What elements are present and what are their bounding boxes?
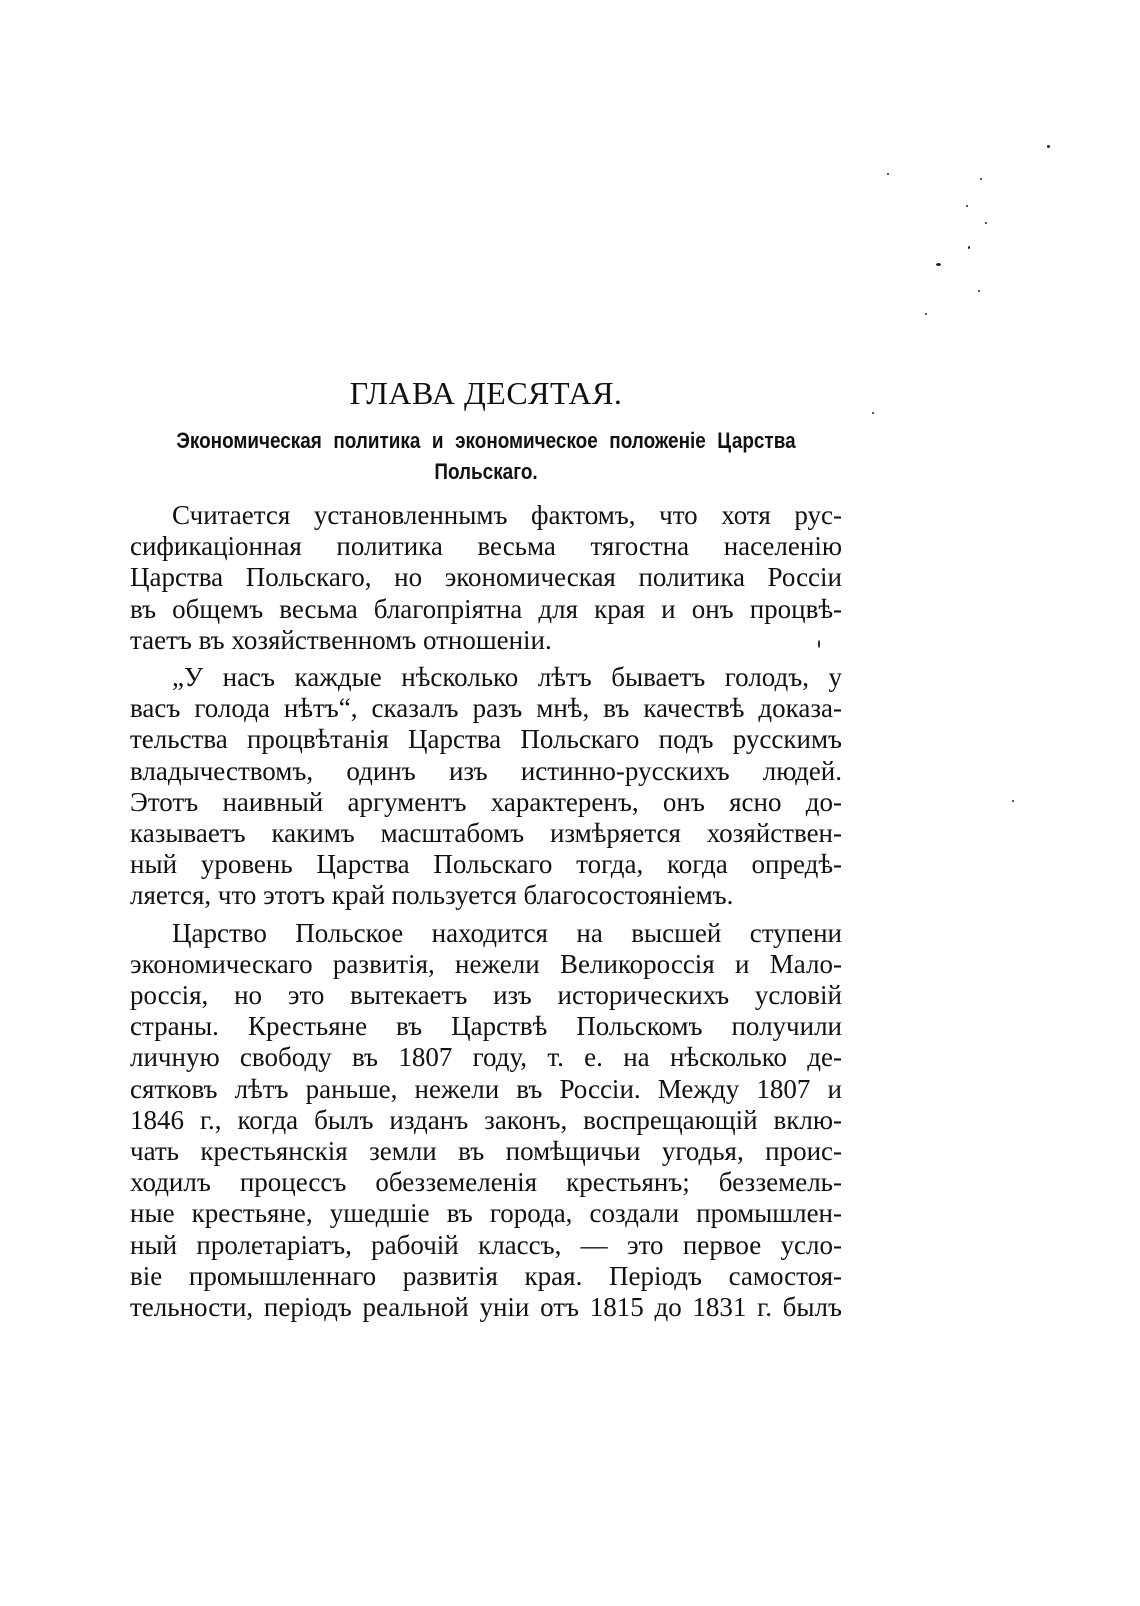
scan-speck xyxy=(925,313,927,315)
text-line: тельства процвѣтанія Царства Польскаго подъ русскимъ xyxy=(130,724,842,755)
text-line: россія, но это вытекаетъ изъ историческихъ условій xyxy=(130,980,842,1011)
scan-speck xyxy=(887,173,889,175)
scan-speck xyxy=(985,222,987,224)
text-line: ходилъ процессъ обезземеленія крестьянъ; безземель- xyxy=(130,1167,842,1198)
chapter-subtitle xyxy=(176,425,795,487)
scan-speck xyxy=(1012,800,1014,802)
text-line: 1846 г., когда былъ изданъ законъ, воспрещающій вклю- xyxy=(130,1104,842,1135)
chapter-title: ГЛАВА ДЕСЯТАЯ. xyxy=(349,375,623,411)
text-line: Царства Польскаго, но экономическая политика Россіи xyxy=(130,562,842,593)
chapter-body xyxy=(130,500,842,1323)
subtitle-line: Польскаго. xyxy=(434,459,538,484)
text-line: віе промышленнаго развитія края. Періодъ самостоя- xyxy=(130,1260,842,1291)
text-line: чать крестьянскія земли въ помѣщичьи угодья, проис- xyxy=(130,1136,842,1167)
text-line: ные крестьяне, ушедшіе въ города, создали промышлен- xyxy=(130,1198,842,1229)
text-line: сификаціонная политика весьма тягостна населенію xyxy=(130,531,842,562)
text-line: ляется, что этотъ край пользуется благосостояніемъ. xyxy=(130,880,734,911)
text-line: Царство Польское находится на высшей ступени xyxy=(172,917,842,948)
text-line: личную свободу въ 1807 году, т. е. на нѣсколько де- xyxy=(130,1042,842,1073)
scan-speck xyxy=(980,178,982,180)
text-line: ный пролетаріатъ, рабочій классъ, — это первое усло- xyxy=(130,1229,842,1260)
text-line: экономическаго развитія, нежели Великороссія и Мало- xyxy=(130,948,842,979)
paragraph xyxy=(130,500,842,656)
scan-speck xyxy=(872,412,874,414)
text-line: страны. Крестьяне въ Царствѣ Польскомъ получили xyxy=(130,1011,842,1042)
text-line: Считается установленнымъ фактомъ, что хотя рус- xyxy=(172,500,842,530)
text-line: ный уровень Царства Польскаго тогда, когда опредѣ- xyxy=(130,849,842,880)
text-line: въ общемъ весьма благопріятна для края и онъ процвѣ- xyxy=(130,593,842,624)
paragraph xyxy=(130,662,842,912)
text-line: владычествомъ, одинъ изъ истинно-русскихъ людей. xyxy=(130,755,842,786)
text-line: Этотъ наивный аргументъ характеренъ, онъ ясно до- xyxy=(130,786,842,817)
text-line: таетъ въ хозяйственномъ отношеніи. xyxy=(130,624,552,655)
subtitle-line: Экономическая политика и экономическое положеніе Царства xyxy=(176,428,796,453)
scan-speck xyxy=(978,290,980,292)
scan-speck xyxy=(968,246,970,249)
text-line: васъ голода нѣтъ“, сказалъ разъ мнѣ, въ качествѣ доказа- xyxy=(130,693,842,724)
text-line: казываетъ какимъ масштабомъ измѣряется хозяйствен- xyxy=(130,818,842,849)
scan-speck xyxy=(966,205,968,207)
text-line: сятковъ лѣтъ раньше, нежели въ Россіи. Между 1807 и xyxy=(130,1073,842,1104)
scan-speck xyxy=(936,263,941,266)
paragraph xyxy=(130,918,842,1324)
scan-speck xyxy=(1047,145,1050,148)
text-line: тельности, періодъ реальной уніи отъ 1815 до 1831 г. былъ xyxy=(130,1292,842,1323)
text-line: „У насъ каждые нѣсколько лѣтъ бываетъ голодъ, у xyxy=(172,662,842,693)
